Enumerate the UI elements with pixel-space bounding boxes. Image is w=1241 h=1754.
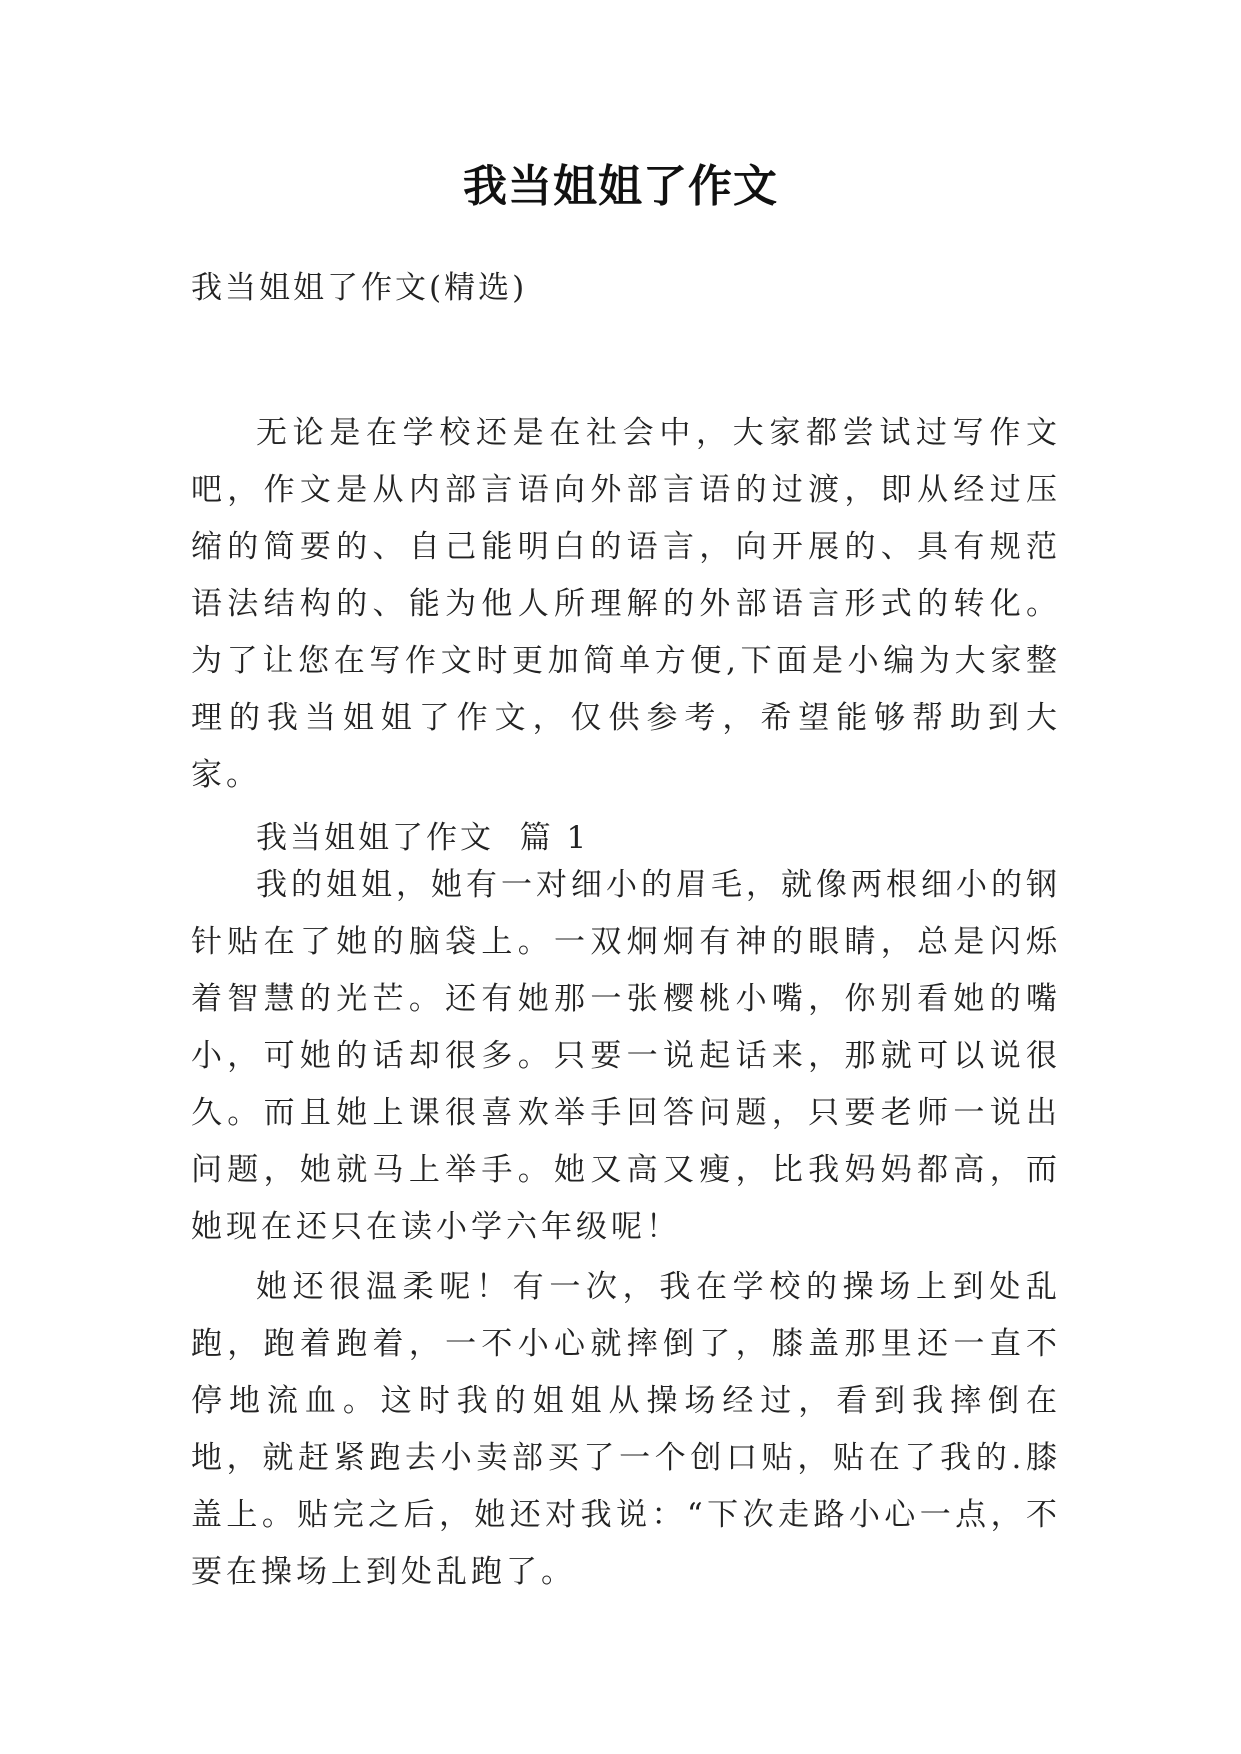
body-block-2 <box>191 1259 1061 1601</box>
document-subtitle: 我当姐姐了作文(精选) <box>191 270 528 306</box>
body-paragraph-1: 我的姐姐，她有一对细小的眉毛，就像两根细小的钢针贴在了她的脑袋上。一双炯炯有神的眼睛，总是闪烁着智慧的光芒。还有她那一张樱桃小嘴，你别看她的嘴小，可她的话却很多。只要一说起话来，那就可以说很久。而且她上课很喜欢举手回答问题，只要老师一说出问题，她就马上举手。她又高又瘦，比我妈妈都高，而她现在还只在读小学六年级呢！ <box>191 867 1061 1245</box>
intro-paragraph: 无论是在学校还是在社会中，大家都尝试过写作文吧，作文是从内部言语向外部言语的过渡，即从经过压缩的简要的、自己能明白的语言，向开展的、具有规范语法结构的、能为他人所理解的外部语言形式的转化。为了让您在写作文时更加简单方便,下面是小编为大家整理的我当姐姐了作文，仅供参考，希望能够帮助到大家。 <box>191 415 1061 793</box>
body-block-1 <box>191 857 1061 1256</box>
intro-block <box>191 405 1061 804</box>
document-title: 我当姐姐了作文 <box>463 161 778 212</box>
section-heading: 我当姐姐了作文 篇 1 <box>256 820 590 856</box>
body-paragraph-2: 她还很温柔呢！有一次，我在学校的操场上到处乱跑，跑着跑着，一不小心就摔倒了，膝盖那里还一直不停地流血。这时我的姐姐从操场经过，看到我摔倒在地，就赶紧跑去小卖部买了一个创口贴，贴在了我的.膝盖上。贴完之后，她还对我说：“下次走路小心一点，不要在操场上到处乱跑了。 <box>191 1269 1061 1590</box>
